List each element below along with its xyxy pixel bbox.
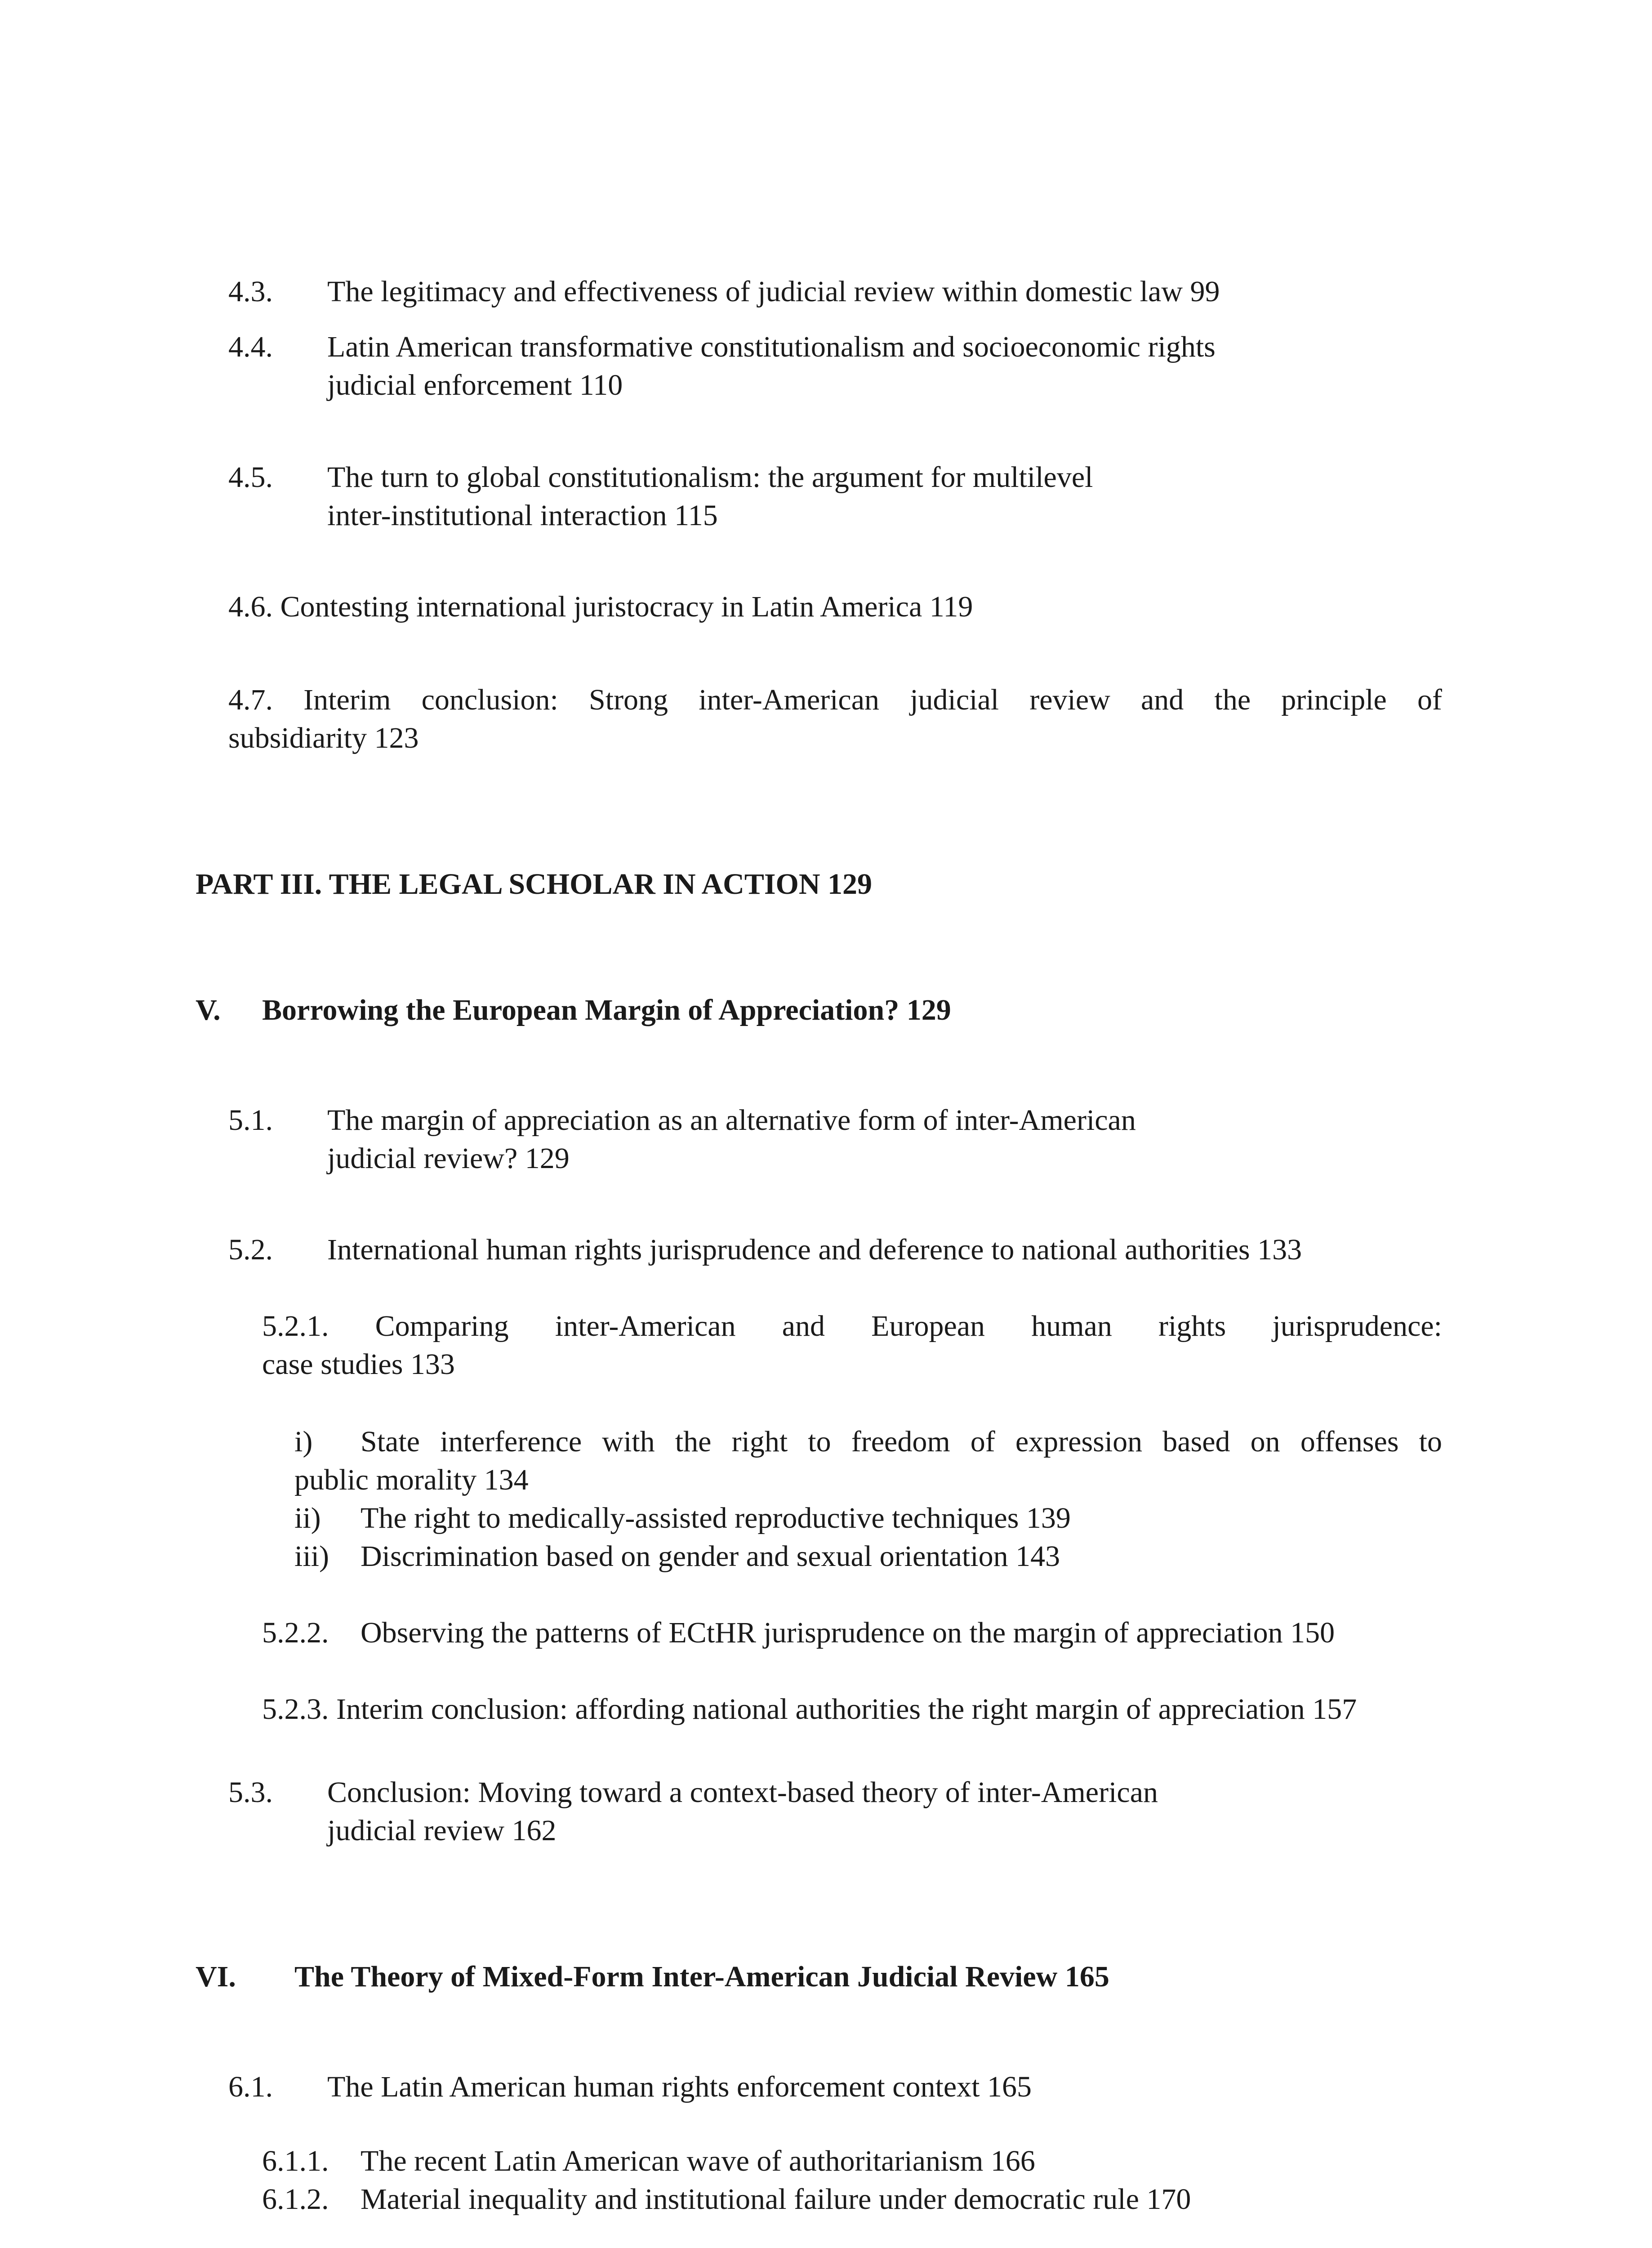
entry-number: 4.3. bbox=[228, 275, 273, 308]
entry-number: 5.2. bbox=[228, 1233, 273, 1266]
entry-number: i) bbox=[294, 1425, 313, 1458]
entry-title-line-1: 5.2.1. Comparing inter-American and European human rights jurisprudence: bbox=[262, 1310, 1442, 1343]
entry-title-line-1: 4.7. Interim conclusion: Strong inter-American judicial review and the principle of bbox=[228, 683, 1442, 716]
entry-title-line-2: subsidiarity 123 bbox=[228, 722, 419, 754]
entry-title: The Latin American human rights enforcement context 165 bbox=[327, 2070, 1032, 2103]
entry-number: 5.1. bbox=[228, 1104, 273, 1137]
entry-title-line-1: State interference with the right to freedom of expression based on offenses to bbox=[361, 1425, 1442, 1458]
entry-number: 6.1.2. bbox=[262, 2183, 329, 2216]
entry-number: 4.4. bbox=[228, 330, 273, 363]
entry-number: 6.1. bbox=[228, 2070, 273, 2103]
entry-title-line-1: Latin American transformative constitutionalism and socioeconomic rights bbox=[327, 330, 1216, 363]
entry-title: The recent Latin American wave of authoritarianism 166 bbox=[361, 2145, 1035, 2177]
entry-title: The right to medically-assisted reproductive techniques 139 bbox=[361, 1502, 1071, 1534]
chapter-number: VI. bbox=[196, 1960, 236, 1993]
entry-title-line-2: case studies 133 bbox=[262, 1348, 455, 1381]
entry-number: 6.1.1. bbox=[262, 2145, 329, 2177]
entry-title: 5.2.3. Interim conclusion: affording national authorities the right margin of appreciation 157 bbox=[262, 1693, 1357, 1726]
chapter-title: The Theory of Mixed-Form Inter-American Judicial Review 165 bbox=[294, 1960, 1109, 1993]
entry-title-line-1: The margin of appreciation as an alternative form of inter-American bbox=[327, 1104, 1136, 1137]
entry-title-line-2: judicial review? 129 bbox=[327, 1142, 570, 1175]
entry-title: Material inequality and institutional failure under democratic rule 170 bbox=[361, 2183, 1191, 2216]
entry-title-line-2: inter-institutional interaction 115 bbox=[327, 499, 718, 532]
chapter-number: V. bbox=[196, 994, 221, 1026]
entry-title-line-2: judicial review 162 bbox=[327, 1814, 557, 1847]
entry-title: Observing the patterns of ECtHR jurisprudence on the margin of appreciation 150 bbox=[361, 1616, 1335, 1649]
entry-number: 5.2.2. bbox=[262, 1616, 329, 1649]
entry-title: The legitimacy and effectiveness of judicial review within domestic law 99 bbox=[327, 275, 1220, 308]
entry-title-line-2: public morality 134 bbox=[294, 1463, 529, 1496]
part-heading[interactable]: PART III. THE LEGAL SCHOLAR IN ACTION 129 bbox=[196, 868, 873, 901]
entry-number: iii) bbox=[294, 1540, 329, 1573]
entry-number: ii) bbox=[294, 1502, 321, 1534]
entry-title-line-1: Conclusion: Moving toward a context-based theory of inter-American bbox=[327, 1776, 1158, 1809]
entry-title: International human rights jurisprudence and deference to national authorities 133 bbox=[327, 1233, 1302, 1266]
chapter-title: Borrowing the European Margin of Appreciation? 129 bbox=[262, 994, 951, 1026]
entry-title: Discrimination based on gender and sexual orientation 143 bbox=[361, 1540, 1060, 1573]
entry-number: 4.5. bbox=[228, 461, 273, 494]
entry-title: 4.6. Contesting international juristocracy in Latin America 119 bbox=[228, 590, 973, 623]
entry-title-line-2: judicial enforcement 110 bbox=[327, 369, 623, 401]
entry-number: 5.3. bbox=[228, 1776, 273, 1809]
entry-title-line-1: The turn to global constitutionalism: the argument for multilevel bbox=[327, 461, 1093, 494]
